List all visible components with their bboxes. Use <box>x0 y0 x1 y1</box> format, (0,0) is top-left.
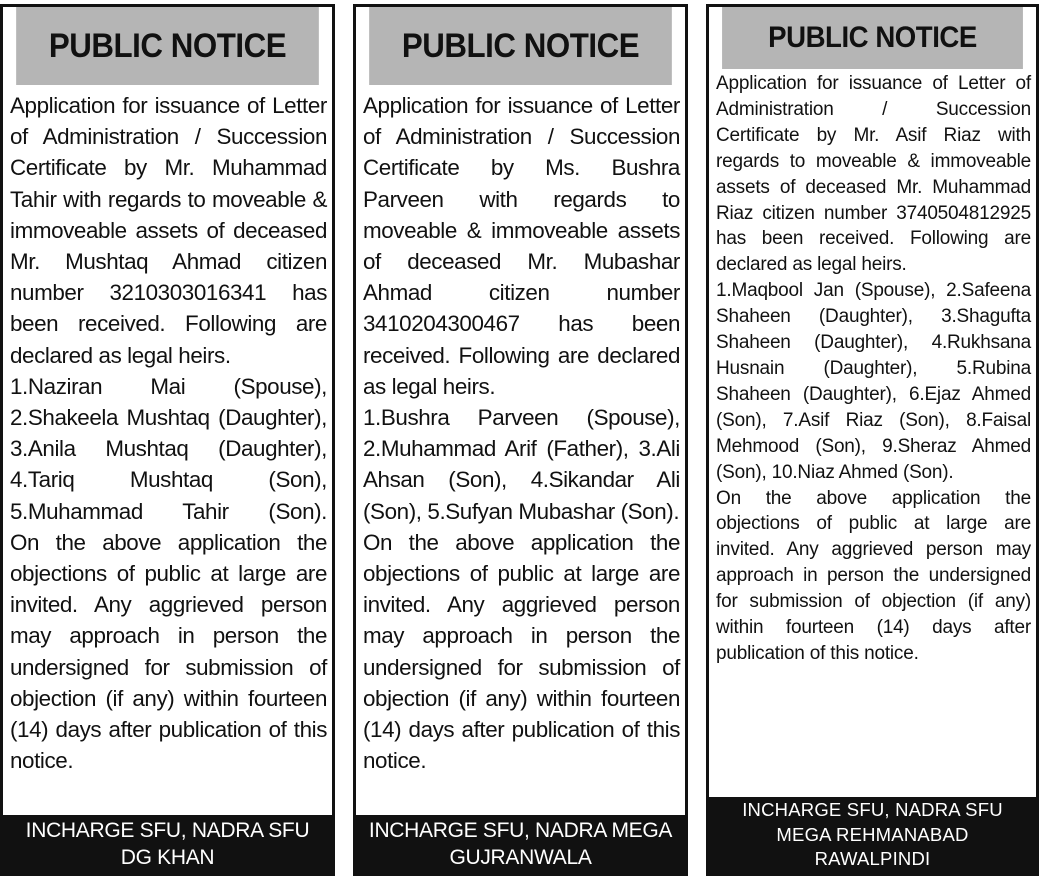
heir-item: 2.Shakeela Mushtaq (Daughter), <box>10 405 327 431</box>
public-notice-rawalpindi <box>706 4 1039 876</box>
notice-title: PUBLIC NOTICE <box>16 7 319 85</box>
footer-line: INCHARGE SFU, NADRA SFU <box>25 819 310 842</box>
objection-paragraph: On the above application the objections of public at large are invited. Any aggrieved person may approach in person the undersigned for submission of objection (if any) within fourteen (14) days after publication of this notice. <box>716 487 1031 664</box>
heir-item: 3.Anila Mushtaq (Daughter), <box>10 436 327 462</box>
application-paragraph: Application for issuance of Letter of Administration / Succession Certificate by Mr. Asif Riaz with regards to moveable & immoveable assets of deceased Mr. Muhammad Riaz citizen number 3740504812925 has been received. Following are declared as legal heirs. <box>716 73 1031 276</box>
application-paragraph: Application for issuance of Letter of Administration / Succession Certificate by Mr. Muhammad Tahir with regards to moveable & immoveable assets of deceased Mr. Mushtaq Ahmad citizen number 3210303016341 has been received. Following are declared as legal heirs. <box>10 93 327 368</box>
heir-item: 4.Tariq Mushtaq (Son), <box>10 467 327 493</box>
footer-line: MEGA REHMANABAD <box>776 823 969 845</box>
public-notice-dg-khan <box>0 4 335 876</box>
footer-line: DG KHAN <box>120 846 215 869</box>
notice-footer <box>3 815 332 873</box>
notice-body <box>3 85 332 815</box>
notice-title: PUBLIC NOTICE <box>369 7 672 85</box>
heir-item: 1.Naziran Mai (Spouse), <box>10 373 327 399</box>
legal-heirs-list <box>10 371 327 527</box>
objection-paragraph: On the above application the objections of public at large are invited. Any aggrieved person may approach in person the undersigned for submission of objection (if any) within fourteen (14) days after publication of this notice. <box>10 529 327 774</box>
public-notice-gujranwala <box>353 4 688 876</box>
footer-line: INCHARGE SFU, NADRA SFU <box>742 799 1003 821</box>
notice-body <box>356 85 685 815</box>
notice-title: PUBLIC NOTICE <box>722 7 1023 69</box>
legal-heirs-paragraph: 1.Bushra Parveen (Spouse), 2.Muhammad Arif (Father), 3.Ali Ahsan (Son), 4.Sikandar Ali (Son), 5.Sufyan Mubashar (Son). <box>363 405 680 524</box>
notice-body <box>709 69 1036 797</box>
footer-line: GUJRANWALA <box>449 846 592 869</box>
footer-line: INCHARGE SFU, NADRA MEGA <box>368 819 673 842</box>
notice-footer <box>709 797 1036 873</box>
legal-heirs-paragraph: 1.Maqbool Jan (Spouse), 2.Safeena Shaheen (Daughter), 3.Shagufta Shaheen (Daughter), 4.Rukhsana Husnain (Daughter), 5.Rubina Shaheen (Daughter), 6.Ejaz Ahmed (Son), 7.Asif Riaz (Son), 8.Faisal Mehmood (Son), 9.Sheraz Ahmed (Son), 10.Niaz Ahmed (Son). <box>716 280 1031 483</box>
application-paragraph: Application for issuance of Letter of Administration / Succession Certificate by Ms. Bushra Parveen with regards to moveable & immoveable assets of deceased Mr. Mubashar Ahmad citizen number 3410204300467 has been received. Following are declared as legal heirs. <box>363 93 680 399</box>
footer-line: RAWALPINDI <box>814 848 931 870</box>
heir-item: 5.Muhammad Tahir (Son). <box>10 498 327 524</box>
objection-paragraph: On the above application the objections of public at large are invited. Any aggrieved person may approach in person the undersigned for submission of objection (if any) within fourteen (14) days after publication of this notice. <box>363 529 680 774</box>
notice-footer <box>356 815 685 873</box>
